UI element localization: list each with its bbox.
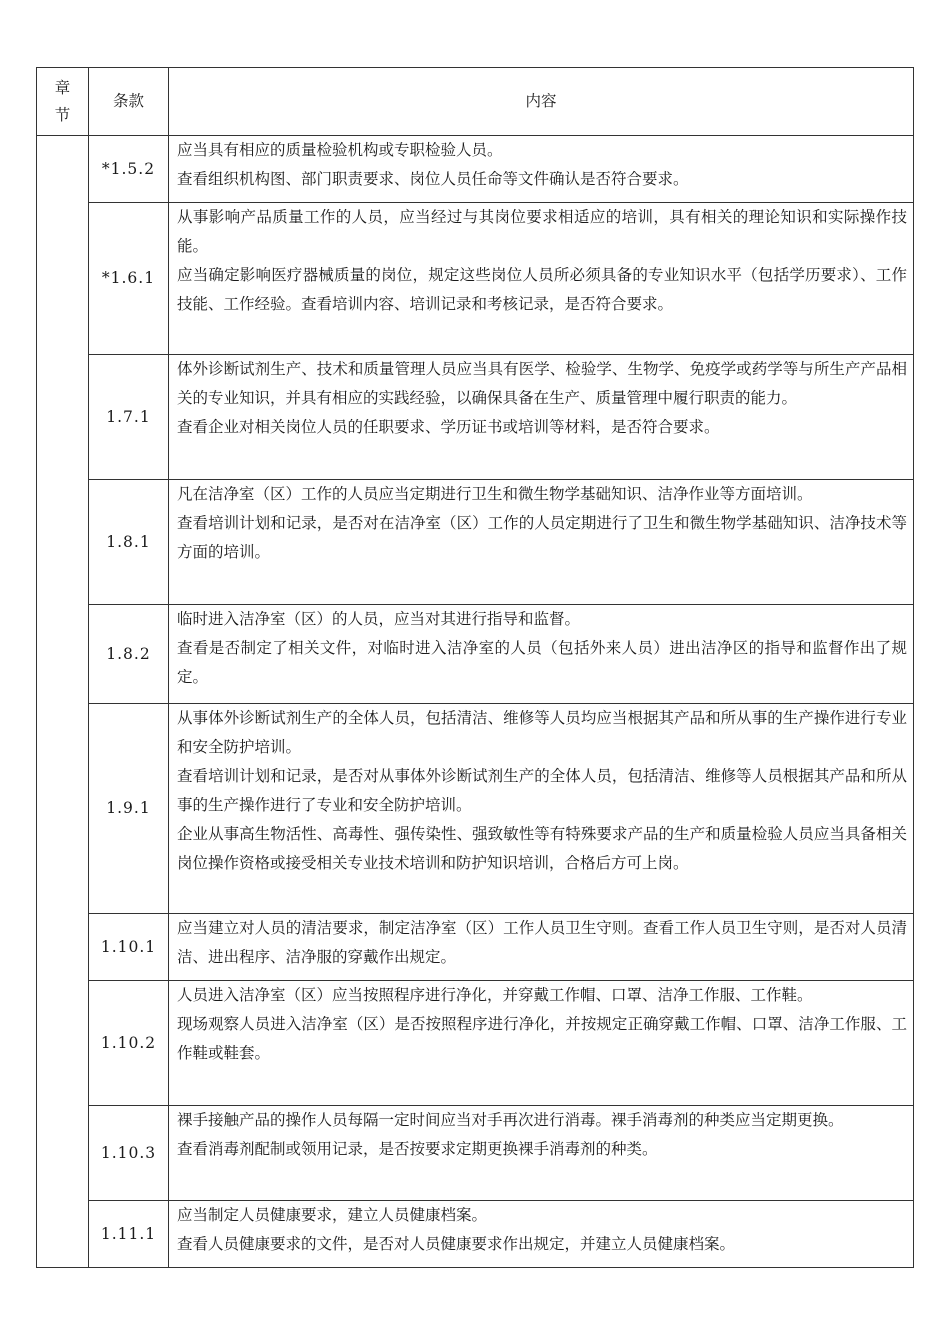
- requirements-table: [36, 67, 914, 1268]
- table-row: [37, 914, 914, 981]
- content-paragraph: 临时进入洁净室（区）的人员，应当对其进行指导和监督。: [177, 610, 581, 628]
- content-paragraph: 查看消毒剂配制或领用记录，是否按要求定期更换裸手消毒剂的种类。: [177, 1140, 658, 1158]
- header-chapter: [37, 68, 89, 136]
- table-row: [37, 704, 914, 914]
- table-row: [37, 355, 914, 480]
- clause-number: 1.7.1: [89, 355, 169, 480]
- header-chapter-label: 章节: [54, 78, 71, 124]
- chapter-cell: [37, 136, 89, 1268]
- clause-number: 1.10.1: [89, 914, 169, 981]
- clause-content: [169, 704, 914, 914]
- content-paragraph: 应当具有相应的质量检验机构或专职检验人员。: [177, 141, 503, 159]
- content-paragraph: 查看组织机构图、部门职责要求、岗位人员任命等文件确认是否符合要求。: [177, 170, 689, 188]
- content-paragraph: 查看培训计划和记录，是否对从事体外诊断试剂生产的全体人员，包括清洁、维修等人员根据其产品和所从事的生产操作进行了专业和安全防护培训。: [177, 767, 907, 814]
- table-row: [37, 605, 914, 704]
- clause-number: *1.5.2: [89, 136, 169, 203]
- header-content: 内容: [169, 68, 914, 136]
- content-paragraph: 应当确定影响医疗器械质量的岗位，规定这些岗位人员所必须具备的专业知识水平（包括学历要求）、工作技能、工作经验。查看培训内容、培训记录和考核记录，是否符合要求。: [177, 266, 907, 313]
- content-paragraph: 应当制定人员健康要求，建立人员健康档案。: [177, 1206, 488, 1224]
- clause-number: 1.9.1: [89, 704, 169, 914]
- clause-content: [169, 914, 914, 981]
- table-body: [37, 136, 914, 1268]
- clause-number: 1.10.3: [89, 1106, 169, 1201]
- clause-content: [169, 981, 914, 1106]
- table-row: [37, 1106, 914, 1201]
- clause-number: 1.11.1: [89, 1201, 169, 1268]
- clause-number: 1.8.2: [89, 605, 169, 704]
- content-paragraph: 查看是否制定了相关文件，对临时进入洁净室的人员（包括外来人员）进出洁净区的指导和监督作出了规定。: [177, 639, 907, 686]
- clause-content: [169, 605, 914, 704]
- table-row: [37, 480, 914, 605]
- content-paragraph: 查看企业对相关岗位人员的任职要求、学历证书或培训等材料，是否符合要求。: [177, 418, 720, 436]
- content-paragraph: 体外诊断试剂生产、技术和质量管理人员应当具有医学、检验学、生物学、免疫学或药学等与所生产产品相关的专业知识，并具有相应的实践经验，以确保具备在生产、质量管理中履行职责的能力。: [177, 360, 907, 407]
- header-clause: 条款: [89, 68, 169, 136]
- table-row: [37, 203, 914, 355]
- content-paragraph: 裸手接触产品的操作人员每隔一定时间应当对手再次进行消毒。裸手消毒剂的种类应当定期更换。: [177, 1111, 844, 1129]
- table-row: [37, 981, 914, 1106]
- clause-content: [169, 1106, 914, 1201]
- content-paragraph: 查看人员健康要求的文件，是否对人员健康要求作出规定，并建立人员健康档案。: [177, 1235, 736, 1253]
- content-paragraph: 从事影响产品质量工作的人员，应当经过与其岗位要求相适应的培训，具有相关的理论知识和实际操作技能。: [177, 208, 907, 255]
- clause-content: [169, 480, 914, 605]
- content-paragraph: 从事体外诊断试剂生产的全体人员，包括清洁、维修等人员均应当根据其产品和所从事的生产操作进行专业和安全防护培训。: [177, 709, 907, 756]
- content-paragraph: 凡在洁净室（区）工作的人员应当定期进行卫生和微生物学基础知识、洁净作业等方面培训。: [177, 485, 813, 503]
- clause-number: *1.6.1: [89, 203, 169, 355]
- clause-content: [169, 136, 914, 203]
- clause-content: [169, 203, 914, 355]
- table-row: [37, 136, 914, 203]
- content-paragraph: 应当建立对人员的清洁要求，制定洁净室（区）工作人员卫生守则。查看工作人员卫生守则，是否对人员清洁、进出程序、洁净服的穿戴作出规定。: [177, 919, 907, 966]
- clause-number: 1.8.1: [89, 480, 169, 605]
- content-paragraph: 企业从事高生物活性、高毒性、强传染性、强致敏性等有特殊要求产品的生产和质量检验人员应当具备相关岗位操作资格或接受相关专业技术培训和防护知识培训，合格后方可上岗。: [177, 825, 907, 872]
- content-paragraph: 现场观察人员进入洁净室（区）是否按照程序进行净化，并按规定正确穿戴工作帽、口罩、洁净工作服、工作鞋或鞋套。: [177, 1015, 907, 1062]
- clause-content: [169, 1201, 914, 1268]
- table-row: [37, 1201, 914, 1268]
- clause-content: [169, 355, 914, 480]
- clause-number: 1.10.2: [89, 981, 169, 1106]
- content-paragraph: 人员进入洁净室（区）应当按照程序进行净化，并穿戴工作帽、口罩、洁净工作服、工作鞋。: [177, 986, 813, 1004]
- content-paragraph: 查看培训计划和记录，是否对在洁净室（区）工作的人员定期进行了卫生和微生物学基础知识、洁净技术等方面的培训。: [177, 514, 907, 561]
- table-header-row: [37, 68, 914, 136]
